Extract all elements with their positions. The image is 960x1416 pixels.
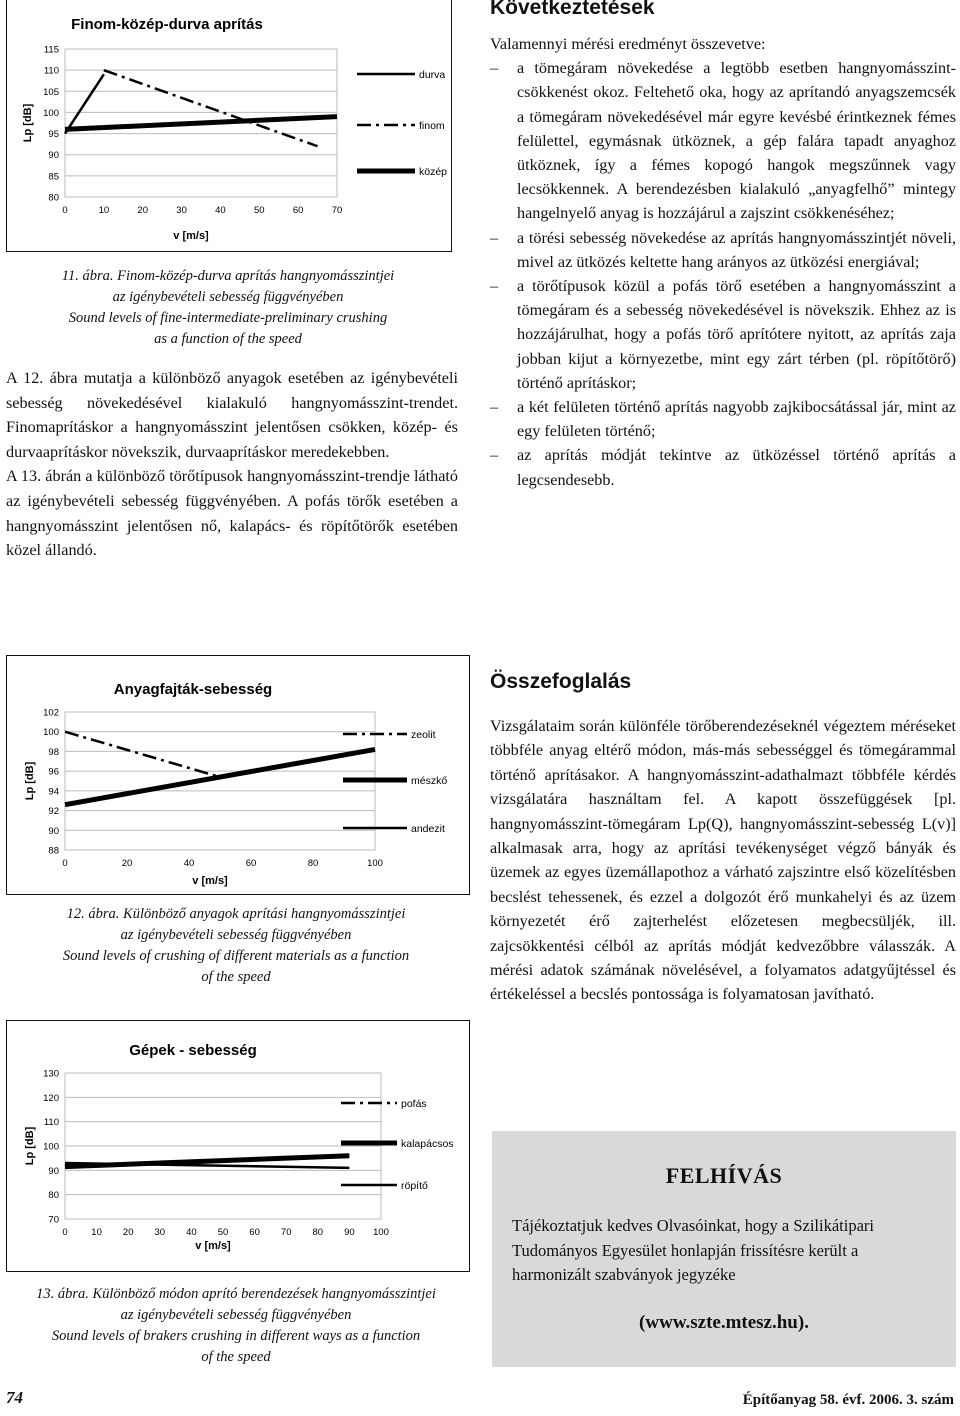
plot-area: [65, 712, 375, 850]
chart-title: Finom-közép-durva aprítás: [71, 16, 263, 33]
figure-11-svg: [7, 0, 451, 251]
legend-label: röpítő: [401, 1180, 428, 1192]
conclusion-item-text: a két felületen történő aprítás nagyobb zajkibocsátással jár, mint az egy felületen történő;: [517, 398, 956, 441]
y-axis-label: Lp [dB]: [22, 103, 34, 143]
x-tick-label: 100: [367, 858, 383, 869]
summary-text: Vizsgálataim során különféle törőberendezéseknél végeztem méréseket többféle anyag eltérő módon, más-más sebességgel és tömegárammal történő aprításakor. A hangnyomásszint-adathalmazt többféle kérdés vizsgálatára használtam fel. A kapott összefüggések [pl. hangnyomásszint-tömegáram Lp(Q), hangnyomásszint-sebesség L(v)] alkalmasak arra, hogy az aprítási tevékenységet végző bányák és üzemek az egyes üzemállapothoz a várható zajszintre első közelítésben becslést tehessenek, és ezzel a dolgozót érő munkahelyi és az üzem környezetét érő zajterhelést előzetesen megbecsüljék, ill. zajcsökkentési célból az aprítás módját kedvezőbbre válasszák. A mérési adatok számának növelésével, a folyamatos adatgyűjtéssel és értékeléssel a becslés pontossága is folyamatosan javítható.: [490, 717, 956, 1004]
y-tick-label: 105: [43, 86, 59, 98]
summary-section: [490, 670, 956, 1007]
caption-line: of the speed: [201, 969, 271, 985]
x-tick-label: 70: [280, 1227, 292, 1238]
y-tick-label: 88: [48, 845, 59, 857]
journal-info: Építőanyag 58. évf. 2006. 3. szám: [742, 1392, 954, 1408]
x-tick-label: 30: [176, 205, 187, 216]
y-tick-label: 95: [48, 129, 59, 141]
x-tick-label: 0: [62, 205, 68, 216]
conclusion-item: – a két felületen történő aprítás nagyobb zajkibocsátással jár, mint az egy felületen történő;: [490, 395, 956, 443]
conclusion-item: – a törési sebesség növekedése az aprítás hangnyomásszintjét növeli, mivel az ütközés keltette hang arányos az ütközési energiával;: [490, 226, 956, 274]
x-tick-label: 30: [154, 1227, 166, 1238]
paragraph-fig12-ref: A 12. ábra mutatja a különböző anyagok esetében az igénybevételi sebesség növekedésével kialakuló hangnyomásszint-trendet. Finomaprításkor a hangnyomásszint jelentősen csökken, közép- és durvaaprításkor növekszik, durvaaprításkor meredekebben.: [6, 369, 458, 461]
x-tick-label: 50: [253, 205, 265, 216]
conclusion-item: – a törőtípusok közül a pofás törő esetében a hangnyomásszint a tömegáram és a sebesség növekedésével is növekszik. Ehhez az is hozzájárulhat, hogy a pofás törő aprítótere nyitott, az aprítás zaja jobban kijut a környezetbe, mint egy zárt térben (pl. röpítőtörő) történő aprításkor;: [490, 274, 956, 395]
series-line-zeolit: [65, 732, 220, 777]
x-tick-label: 40: [183, 858, 195, 869]
caption-line: az igénybevételi sebesség függvényében: [120, 927, 352, 943]
legend-label: andezit: [411, 823, 445, 835]
caption-line: of the speed: [201, 1349, 271, 1365]
caption-line: 13. ábra. Különböző módon aprító berendezések hangnyomásszintjei: [36, 1286, 436, 1302]
y-tick-label: 120: [43, 1092, 59, 1104]
caption-line: as a function of the speed: [154, 331, 302, 347]
x-tick-label: 10: [98, 205, 110, 216]
conclusions-intro: Valamennyi mérési eredményt összevetve:: [490, 35, 766, 53]
y-tick-label: 85: [48, 171, 59, 183]
figure-13-caption: [0, 1284, 472, 1368]
legend-label: kalapácsos: [401, 1138, 454, 1150]
figure-13-chart: [6, 1020, 470, 1272]
caption-line: az igénybevételi sebesség függvényében: [112, 289, 344, 305]
page-number: 74: [6, 1388, 23, 1407]
legend-label: finom: [419, 120, 445, 132]
summary-heading: Összefoglalás: [490, 670, 632, 693]
x-tick-label: 20: [137, 205, 149, 216]
figure-11-caption: [0, 266, 456, 350]
chart-title: Anyagfajták-sebesség: [113, 681, 273, 698]
left-column-text: [6, 366, 458, 563]
conclusion-item-text: a törési sebesség növekedése az aprítás hangnyomásszintjét növeli, mivel az ütközés keltette hang arányos az ütközési energiával;: [517, 228, 956, 271]
paragraph-fig13-ref: A 13. ábrán a különböző törőtípusok hangnyomásszint-trendje látható az igénybevételi sebesség függvényében. A pofás törők esetében a hangnyomásszint jelentősen nő, kalapács- és röpítőtörők esetében közel állandó.: [6, 467, 458, 560]
legend-label: mészkő: [411, 775, 448, 787]
caption-line: Sound levels of crushing of different materials as a function: [62, 948, 410, 964]
conclusions-section: [490, 0, 956, 492]
notice-title: FELHÍVÁS: [665, 1163, 783, 1188]
caption-line: Sound levels of brakers crushing in different ways as a function: [51, 1328, 421, 1344]
caption-line: 12. ábra. Különböző anyagok aprítási hangnyomásszintjei: [66, 906, 406, 922]
notice-link[interactable]: (www.szte.mtesz.hu).: [639, 1311, 809, 1333]
x-tick-label: 50: [217, 1227, 229, 1238]
x-tick-label: 70: [331, 205, 343, 216]
legend-label: pofás: [401, 1098, 427, 1110]
x-tick-label: 40: [186, 1227, 197, 1238]
x-tick-label: 20: [122, 1227, 134, 1238]
legend-label: közép: [419, 166, 448, 178]
x-tick-label: 60: [245, 858, 257, 869]
y-tick-label: 80: [48, 1190, 59, 1202]
conclusions-heading: Következtetések: [490, 0, 655, 19]
legend-label: durva: [419, 69, 446, 81]
conclusion-item-text: az aprítás módját tekintve az ütközéssel történő aprítás a legcsendesebb.: [517, 446, 956, 489]
y-tick-label: 94: [48, 786, 59, 798]
series-line-finom: [104, 70, 318, 146]
series-line-durva: [65, 74, 104, 133]
caption-line: 11. ábra. Finom-közép-durva aprítás hangnyomásszintjei: [61, 268, 395, 284]
x-tick-label: 90: [344, 1227, 355, 1238]
x-tick-label: 80: [312, 1227, 324, 1238]
y-tick-label: 70: [48, 1214, 59, 1226]
x-tick-label: 60: [292, 205, 304, 216]
x-tick-label: 80: [307, 858, 319, 869]
conclusion-item: – a tömegáram növekedése a legtöbb esetben hangnyomásszint-csökkenést okoz. Feltehető oka, hogy az aprítandó anyagszemcsék a tömegáram növekedésével már egyre kevésbé érintkeznek fémes felülettel, egymásnak ütköznek, a gép falára tapadt anyaghoz ütköznek, így a fémes kopogó hangok megszűnnek vagy lecsökkennek. A berendezésben kialakuló „anyagfelhő” mintegy hangelnyelő anyag is hozzájárul a zajszint csökkenéséhez;: [490, 56, 956, 225]
y-tick-label: 90: [48, 150, 59, 162]
y-tick-label: 100: [43, 727, 59, 739]
series-line-mészkő: [65, 749, 375, 804]
x-tick-label: 100: [373, 1227, 389, 1238]
figure-12-chart: [6, 655, 470, 895]
y-tick-label: 130: [43, 1068, 59, 1080]
figure-12-caption: [0, 904, 472, 988]
notice-body: Tájékoztatjuk kedves Olvasóinkat, hogy a Szilikátipari Tudományos Egyesület honlapján frissítésre került a harmonizált szabványok jegyzéke: [512, 1216, 874, 1284]
x-axis-label: v [m/s]: [192, 875, 228, 887]
y-tick-label: 110: [43, 1117, 59, 1129]
series-line-közép: [65, 117, 337, 130]
y-tick-label: 90: [48, 1165, 59, 1177]
y-tick-label: 80: [48, 192, 59, 204]
y-tick-label: 100: [43, 1141, 59, 1153]
x-tick-label: 10: [91, 1227, 102, 1238]
figure-12-svg: [7, 656, 469, 894]
x-axis-label: v [m/s]: [173, 230, 209, 242]
conclusion-item: – az aprítás módját tekintve az ütközéssel történő aprítás a legcsendesebb.: [490, 443, 956, 491]
conclusion-item-text: a törőtípusok közül a pofás törő esetében a hangnyomásszint a tömegáram és a sebesség növekedésével is növekszik. Ehhez az is hozzájárulhat, hogy a pofás törő aprítótere nyitott, az aprítás zaja jobban kijut a környezetbe, mint egy zárt térben (pl. röpítőtörő) történő aprításkor;: [517, 277, 956, 392]
y-axis-label: Lp [dB]: [24, 761, 36, 801]
y-tick-label: 115: [43, 44, 59, 56]
y-axis-label: Lp [dB]: [24, 1126, 36, 1166]
y-tick-label: 110: [43, 65, 59, 77]
chart-title: Gépek - sebesség: [129, 1042, 257, 1059]
caption-line: az igénybevételi sebesség függvényében: [120, 1307, 352, 1323]
figure-13-svg: [7, 1021, 469, 1271]
conclusion-item-text: a tömegáram növekedése a legtöbb esetben hangnyomásszint-csökkenést okoz. Feltehető oka, hogy az aprítandó anyagszemcsék a tömegáram növekedésével már egyre kevésbé érintkeznek fémes felülettel, egymásnak ütköznek, a gép falára tapadt anyaghoz ütköznek, így a fémes kopogó hangok megszűnnek vagy lecsökkennek. A berendezésben kialakuló „anyagfelhő” mintegy hangelnyelő anyag is hozzájárul a zajszint csökkenéséhez;: [517, 59, 956, 223]
legend-label: zeolit: [411, 729, 436, 741]
x-tick-label: 40: [215, 205, 226, 216]
notice-box: [492, 1131, 956, 1367]
x-tick-label: 0: [62, 1227, 68, 1238]
y-tick-label: 96: [48, 766, 59, 778]
caption-line: Sound levels of fine-intermediate-preliminary crushing: [68, 310, 388, 326]
x-tick-label: 20: [121, 858, 133, 869]
y-tick-label: 90: [48, 825, 59, 837]
x-tick-label: 0: [62, 858, 68, 869]
y-tick-label: 102: [43, 707, 59, 719]
x-axis-label: v [m/s]: [195, 1240, 231, 1252]
x-tick-label: 60: [249, 1227, 260, 1238]
y-tick-label: 98: [48, 746, 59, 758]
figure-11-chart: [6, 0, 452, 252]
y-tick-label: 100: [43, 107, 59, 119]
y-tick-label: 92: [48, 806, 59, 818]
